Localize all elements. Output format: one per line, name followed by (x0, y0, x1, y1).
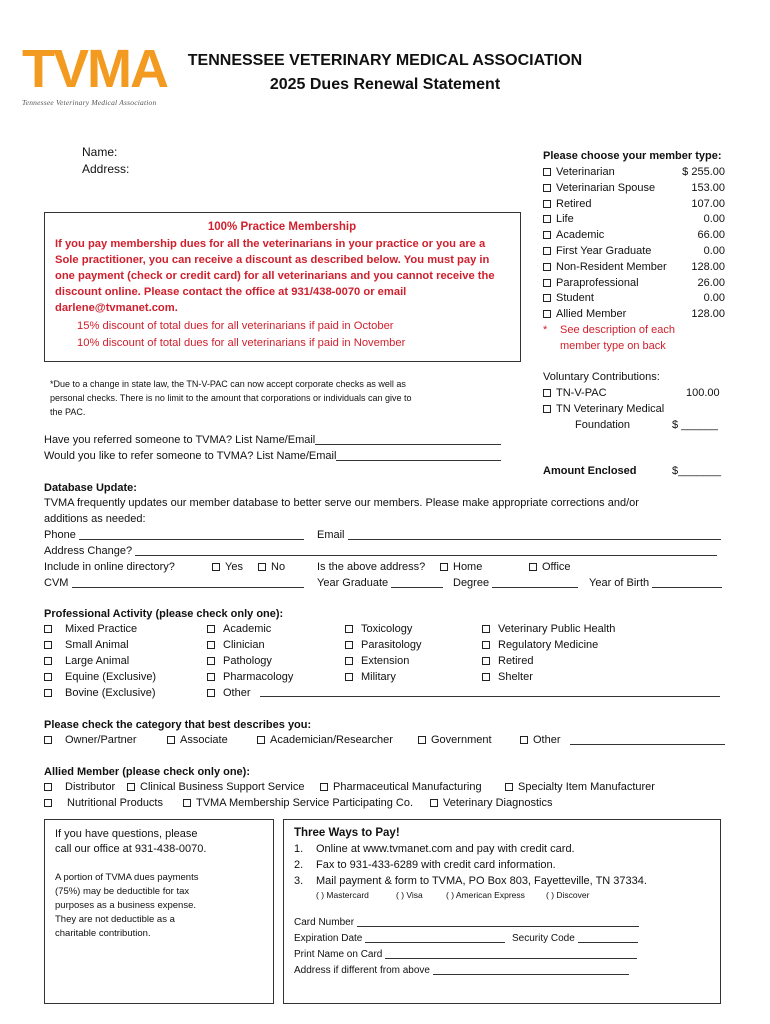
foundation-label: TN Veterinary Medical (556, 403, 665, 415)
home-label: Home (453, 561, 483, 573)
pay-way-2: Fax to 931-433-6289 with credit card information. (316, 859, 556, 871)
expiration-field[interactable] (294, 932, 505, 944)
cvm-field[interactable] (44, 576, 304, 590)
member-type-label: Allied Member (556, 308, 627, 321)
referral-question-1 (44, 433, 501, 447)
member-type-checkbox[interactable] (543, 231, 551, 239)
member-type-checkbox[interactable] (543, 294, 551, 302)
member-type-price: 107.00 (691, 197, 725, 210)
member-type-option[interactable] (543, 307, 626, 321)
card-visa[interactable]: ( ) Visa (396, 890, 423, 900)
practice-heading: 100% Practice Membership (207, 221, 357, 233)
professional-checkbox[interactable] (482, 657, 490, 665)
referral-q2-label: Would you like to refer someone to TVMA? List Name/Email (44, 450, 337, 462)
member-type-option[interactable] (543, 244, 651, 258)
member-type-checkbox[interactable] (543, 184, 551, 192)
allied-checkbox[interactable] (430, 799, 438, 807)
member-type-note-star: * (543, 324, 548, 336)
category-checkbox[interactable] (167, 736, 175, 744)
professional-label: Pharmacology (223, 671, 294, 683)
professional-option[interactable] (345, 622, 412, 636)
professional-checkbox[interactable] (44, 641, 52, 649)
allied-label: Nutritional Products (67, 797, 163, 809)
address-change-field[interactable] (44, 544, 717, 558)
member-type-label: Non-Resident Member (556, 260, 667, 273)
professional-option[interactable] (345, 654, 409, 668)
category-label: Owner/Partner (65, 734, 137, 746)
category-label: Academician/Researcher (270, 734, 393, 746)
member-type-checkbox[interactable] (543, 310, 551, 318)
phone-input[interactable] (79, 529, 304, 540)
member-type-label: Student (556, 292, 594, 305)
professional-label: Extension (361, 655, 410, 667)
allied-option[interactable] (430, 796, 552, 810)
professional-option[interactable] (44, 654, 129, 668)
member-type-option[interactable] (543, 165, 615, 179)
allied-option[interactable] (44, 780, 115, 794)
professional-label: Toxicology (361, 623, 413, 635)
security-code-label: Security Code (512, 933, 575, 944)
voluntary-heading: Voluntary Contributions: (543, 371, 660, 383)
email-field[interactable] (317, 528, 721, 542)
member-type-price: 128.00 (691, 260, 725, 273)
professional-label: Large Animal (65, 655, 130, 667)
allied-nutritional-checkbox-wrap[interactable] (44, 796, 57, 810)
pac-option[interactable] (543, 386, 607, 400)
professional-option[interactable] (345, 638, 422, 652)
category-checkbox[interactable] (520, 736, 528, 744)
cvm-label: CVM (44, 577, 69, 589)
referral-1-input[interactable] (315, 434, 501, 445)
address-change-label: Address Change? (44, 545, 133, 557)
pay-box (283, 819, 721, 1004)
allied-checkbox[interactable] (505, 783, 513, 791)
member-type-checkbox[interactable] (543, 263, 551, 271)
category-label: Associate (180, 734, 228, 746)
pay-way-3: Mail payment & form to TVMA, PO Box 803, Fayetteville, TN 37334. (316, 875, 647, 887)
professional-option[interactable] (482, 622, 615, 636)
professional-option[interactable] (44, 622, 137, 636)
name-label: Name: (82, 145, 118, 159)
allied-checkbox[interactable] (127, 783, 135, 791)
professional-option[interactable] (482, 670, 533, 684)
practice-line-2: Sole practitioner, you can receive a discount as described below. You must pay in (55, 254, 490, 266)
pay-way-3-num: 3. (294, 875, 304, 887)
professional-option[interactable] (44, 670, 156, 684)
expiration-input[interactable] (365, 932, 505, 943)
email-label: Email (317, 529, 345, 541)
tvma-logo (22, 39, 167, 107)
allied-option[interactable] (127, 780, 304, 794)
referral-2-input[interactable] (336, 450, 501, 461)
print-name-label: Print Name on Card (294, 949, 383, 960)
phone-label: Phone (44, 529, 76, 541)
member-type-label: Veterinarian (556, 166, 615, 178)
professional-checkbox[interactable] (482, 641, 490, 649)
member-type-option[interactable] (543, 181, 655, 195)
print-name-field[interactable] (294, 948, 637, 960)
practice-line-5: darlene@tvmanet.com. (55, 302, 178, 314)
member-type-price: 153.00 (691, 181, 725, 194)
logo-letters: TVMA (22, 39, 167, 99)
allied-option[interactable] (183, 796, 413, 810)
professional-label: Veterinary Public Health (498, 623, 616, 635)
member-type-price: 26.00 (697, 276, 725, 289)
professional-checkbox[interactable] (44, 673, 52, 681)
address-change-input[interactable] (135, 545, 717, 556)
category-checkbox[interactable] (44, 736, 52, 744)
professional-checkbox[interactable] (345, 673, 353, 681)
member-type-option[interactable] (543, 228, 604, 242)
member-type-heading: Please choose your member type: (543, 150, 722, 162)
allied-label: Distributor (65, 781, 116, 793)
home-checkbox[interactable] (440, 563, 448, 571)
category-label: Other (533, 734, 561, 746)
amount-enclosed-value[interactable]: $_______ (672, 465, 721, 477)
page-title: TENNESSEE VETERINARY MEDICAL ASSOCIATION (187, 52, 583, 69)
allied-label: Clinical Business Support Service (140, 781, 305, 793)
professional-checkbox[interactable] (207, 625, 215, 633)
year-graduate-field[interactable] (317, 576, 443, 590)
practice-line-4: discount online. Please contact the office at 931/438-0070 or email (55, 286, 407, 298)
pac-amount: 100.00 (686, 387, 720, 399)
questions-box (44, 819, 274, 1004)
professional-option[interactable] (207, 622, 271, 636)
category-option[interactable] (257, 733, 393, 747)
professional-label: Equine (Exclusive) (65, 671, 157, 683)
member-type-label: Veterinarian Spouse (556, 181, 656, 194)
birth-year-label: Year of Birth (589, 577, 650, 589)
professional-option[interactable] (207, 638, 265, 652)
category-checkbox[interactable] (257, 736, 265, 744)
member-type-price: 0.00 (703, 245, 725, 257)
degree-input[interactable] (492, 577, 578, 588)
professional-checkbox[interactable] (207, 641, 215, 649)
category-option[interactable] (44, 733, 137, 747)
professional-other-input[interactable] (260, 686, 720, 697)
tax-line-3: purposes as a business expense. (55, 900, 197, 911)
professional-label: Clinician (223, 639, 265, 651)
pay-heading: Three Ways to Pay! (294, 827, 400, 839)
member-type-option[interactable] (543, 276, 639, 290)
discount-october: 15% discount of total dues for all veterinarians if paid in October (77, 320, 394, 332)
member-type-price: 0.00 (703, 292, 725, 305)
above-address-question: Is the above address? (317, 561, 426, 573)
tax-line-4: They are not deductible as a (55, 914, 175, 925)
member-type-option[interactable] (543, 212, 574, 226)
referral-question-2 (44, 449, 501, 463)
allied-label: Specialty Item Manufacturer (518, 781, 655, 793)
professional-label: Mixed Practice (65, 623, 138, 635)
birth-year-field[interactable] (589, 576, 722, 590)
pay-way-1: Online at www.tvmanet.com and pay with credit card. (316, 843, 575, 855)
expiration-label: Expiration Date (294, 933, 363, 944)
database-desc-2: additions as needed: (44, 513, 146, 525)
amount-enclosed-label: Amount Enclosed (543, 465, 637, 477)
member-type-note-2: member type on back (560, 340, 666, 352)
professional-option[interactable] (207, 670, 293, 684)
directory-question: Include in online directory? (44, 561, 175, 573)
allied-label: Veterinary Diagnostics (443, 797, 553, 809)
professional-checkbox[interactable] (482, 625, 490, 633)
address-diff-label: Address if different from above (294, 965, 430, 976)
professional-label: Academic (223, 623, 272, 635)
allied-option[interactable] (67, 796, 163, 810)
directory-yes-checkbox[interactable] (212, 563, 220, 571)
foundation-amount[interactable]: $ ______ (672, 419, 718, 431)
no-label: No (271, 561, 286, 573)
professional-label: Regulatory Medicine (498, 639, 599, 651)
professional-option[interactable] (345, 670, 396, 684)
directory-no-checkbox[interactable] (258, 563, 266, 571)
office-checkbox[interactable] (529, 563, 537, 571)
foundation-checkbox[interactable] (543, 405, 551, 413)
category-option[interactable] (520, 733, 561, 747)
professional-option[interactable] (482, 638, 598, 652)
member-type-checkbox[interactable] (543, 168, 551, 176)
member-type-label: Paraprofessional (556, 276, 639, 289)
member-type-option[interactable] (543, 197, 591, 211)
category-other-input[interactable] (570, 734, 725, 745)
year-graduate-input[interactable] (391, 577, 443, 588)
professional-option[interactable] (44, 638, 129, 652)
pay-way-1-num: 1. (294, 843, 304, 855)
member-type-label: First Year Graduate (556, 245, 652, 257)
professional-checkbox[interactable] (345, 641, 353, 649)
foundation-label-2: Foundation (575, 419, 631, 431)
pay-way-2-num: 2. (294, 859, 304, 871)
practice-line-3: one payment (check or credit card) for all veterinarians and you cannot receive the (55, 270, 495, 282)
practice-membership-box (44, 212, 521, 362)
category-label: Government (431, 734, 492, 746)
pac-note-2: personal checks. There is no limit to the amount that corporations or individuals can give to (50, 393, 412, 403)
professional-label: Other (223, 687, 251, 699)
questions-line-1: If you have questions, please (55, 828, 198, 840)
tax-line-1: A portion of TVMA dues payments (55, 872, 199, 883)
professional-label: Small Animal (65, 639, 129, 651)
allied-checkbox[interactable] (183, 799, 191, 807)
address-home[interactable] (440, 560, 482, 574)
category-heading: Please check the category that best describes you: (44, 719, 312, 731)
professional-heading: Professional Activity (please check only one): (44, 608, 284, 620)
discount-november: 10% discount of total dues for all veterinarians if paid in November (77, 337, 406, 349)
tax-line-2: (75%) may be deductible for tax (55, 886, 190, 897)
allied-label: TVMA Membership Service Participating Co. (196, 797, 414, 809)
member-type-option[interactable] (543, 291, 594, 305)
degree-label: Degree (453, 577, 490, 589)
pac-label: TN-V-PAC (556, 387, 607, 399)
member-type-note-1: See description of each (560, 324, 675, 336)
print-name-input[interactable] (385, 948, 637, 959)
professional-checkbox[interactable] (44, 689, 52, 697)
professional-option[interactable] (482, 654, 533, 668)
yes-label: Yes (225, 561, 243, 573)
allied-option[interactable] (505, 780, 655, 794)
card-mastercard[interactable]: ( ) Mastercard (316, 890, 369, 900)
professional-option[interactable] (207, 654, 272, 668)
member-type-checkbox[interactable] (543, 200, 551, 208)
professional-checkbox[interactable] (44, 657, 52, 665)
database-heading: Database Update: (44, 482, 137, 494)
office-label: Office (542, 561, 571, 573)
member-type-price: 66.00 (697, 229, 725, 242)
professional-label: Military (361, 671, 396, 683)
member-type-price: 0.00 (703, 213, 725, 226)
pac-note-3: the PAC. (50, 407, 86, 417)
professional-checkbox[interactable] (207, 689, 215, 697)
member-type-checkbox[interactable] (543, 247, 551, 255)
allied-heading: Allied Member (please check only one): (44, 766, 251, 778)
member-type-price: $ 255.00 (682, 166, 725, 178)
page-subtitle: 2025 Dues Renewal Statement (269, 76, 501, 93)
member-type-checkbox[interactable] (543, 279, 551, 287)
directory-yes[interactable] (212, 560, 243, 574)
allied-label: Pharmaceutical Manufacturing (333, 781, 482, 793)
professional-checkbox[interactable] (44, 625, 52, 633)
card-number-field[interactable] (294, 916, 639, 928)
allied-checkbox[interactable] (320, 783, 328, 791)
professional-checkbox[interactable] (207, 673, 215, 681)
professional-label: Pathology (223, 655, 272, 667)
foundation-option[interactable] (543, 402, 664, 416)
member-type-price: 128.00 (691, 308, 725, 321)
year-graduate-label: Year Graduate (317, 577, 389, 589)
pac-note-1: *Due to a change in state law, the TN-V-PAC can now accept corporate checks as well as (50, 379, 406, 389)
category-option[interactable] (418, 733, 492, 747)
tax-line-5: charitable contribution. (55, 928, 151, 939)
allied-checkbox[interactable] (44, 799, 52, 807)
card-discover[interactable]: ( ) Discover (546, 890, 590, 900)
practice-line-1: If you pay membership dues for all the veterinarians in your practice or you are a (55, 238, 486, 250)
address-label: Address: (82, 162, 130, 176)
pac-checkbox[interactable] (543, 389, 551, 397)
card-number-label: Card Number (294, 917, 355, 928)
professional-label: Shelter (498, 671, 533, 683)
cvm-input[interactable] (72, 577, 304, 588)
address-office[interactable] (529, 560, 571, 574)
member-type-label: Life (556, 213, 574, 226)
professional-checkbox[interactable] (207, 657, 215, 665)
professional-label: Bovine (Exclusive) (65, 687, 156, 699)
professional-label: Parasitology (361, 639, 422, 651)
professional-label: Retired (498, 655, 534, 667)
professional-option[interactable] (207, 686, 251, 700)
professional-checkbox[interactable] (482, 673, 490, 681)
allied-checkbox[interactable] (44, 783, 52, 791)
database-desc-1: TVMA frequently updates our member database to better serve our members. Please make appropriate corrections and/or (44, 497, 639, 509)
questions-line-2: call our office at 931-438-0070. (55, 843, 207, 855)
logo-tagline: Tennessee Veterinary Medical Association (22, 98, 157, 107)
security-code-field[interactable] (512, 932, 638, 944)
member-type-label: Academic (556, 229, 605, 242)
card-amex[interactable]: ( ) American Express (446, 890, 525, 900)
degree-field[interactable] (453, 576, 578, 590)
member-type-checkbox[interactable] (543, 215, 551, 223)
address-diff-input[interactable] (433, 964, 629, 975)
security-code-input[interactable] (578, 932, 638, 943)
category-checkbox[interactable] (418, 736, 426, 744)
phone-field[interactable] (44, 528, 304, 542)
directory-no[interactable] (258, 560, 285, 574)
card-number-input[interactable] (357, 916, 639, 927)
address-diff-field[interactable] (294, 964, 629, 976)
allied-option[interactable] (320, 780, 482, 794)
category-option[interactable] (167, 733, 228, 747)
professional-checkbox[interactable] (345, 657, 353, 665)
referral-q1-label: Have you referred someone to TVMA? List Name/Email (44, 434, 316, 446)
member-type-label: Retired (556, 197, 592, 210)
email-input[interactable] (348, 529, 721, 540)
professional-option[interactable] (44, 686, 155, 700)
professional-checkbox[interactable] (345, 625, 353, 633)
birth-year-input[interactable] (652, 577, 722, 588)
